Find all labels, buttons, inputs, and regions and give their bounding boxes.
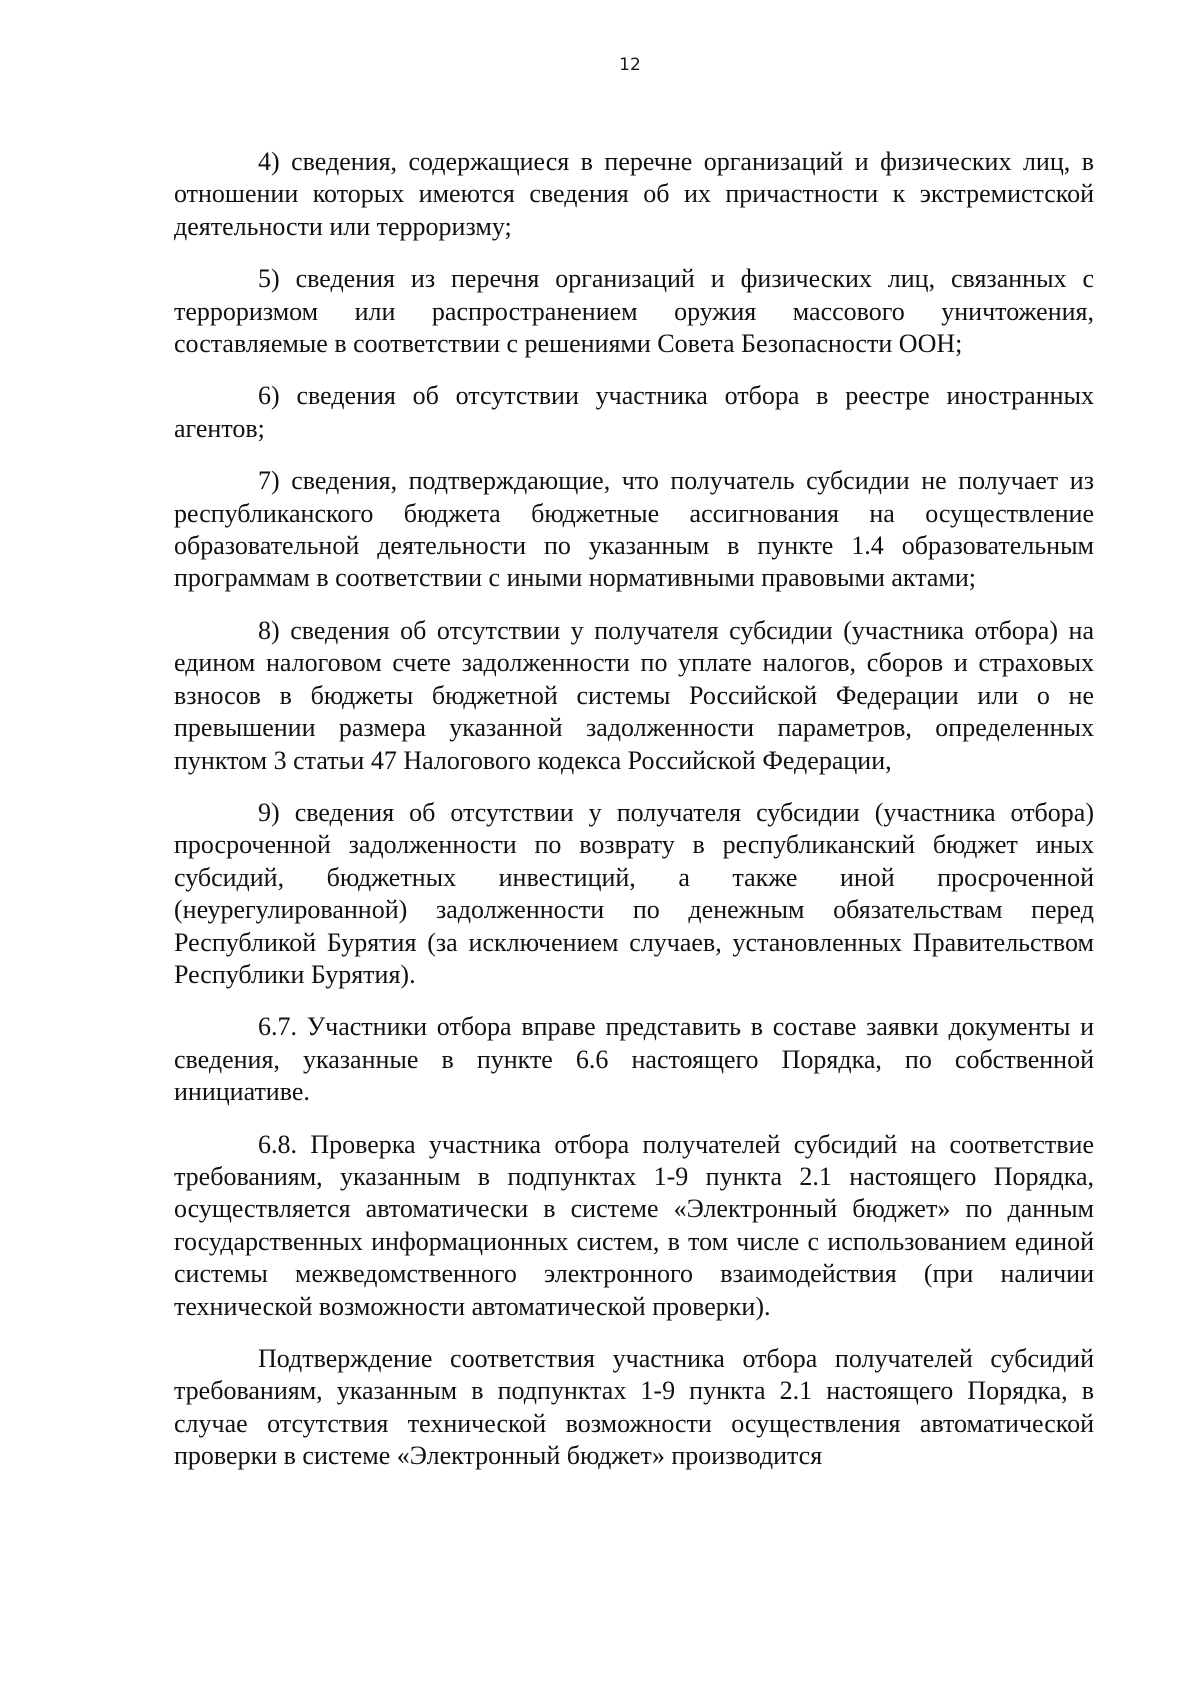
paragraph-item-5: 5) сведения из перечня организаций и физических лиц, связанных с терроризмом или распространением оружия массового уничтожения, составляемые в соответствии с решениями Совета Безопасности ООН; [174, 264, 1094, 359]
paragraph-item-9: 9) сведения об отсутствии у получателя субсидии (участника отбора) просроченной задолженности по возврату в республиканский бюджет иных субсидий, бюджетных инвестиций, а также иной просроченной (неурегулированной) задолженности по денежным обязательствам перед Республикой Бурятия (за исключением случаев, установленных Правительством Республики Бурятия). [174, 797, 1094, 989]
paragraph-item-6: 6) сведения об отсутствии участника отбора в реестре иностранных агентов; [174, 381, 1094, 443]
paragraph-6-7: 6.7. Участники отбора вправе представить в составе заявки документы и сведения, указанные в пункте 6.6 настоящего Порядка, по собственной инициативе. [174, 1012, 1094, 1107]
paragraph-item-7: 7) сведения, подтверждающие, что получатель субсидии не получает из республиканского бюджета бюджетные ассигнования на осуществление образовательной деятельности по указанным в пункте 1.4 образовательным программам в соответствии с иными нормативными правовыми актами; [174, 466, 1094, 593]
paragraph-6-8: 6.8. Проверка участника отбора получателей субсидий на соответствие требованиям, указанным в подпунктах 1-9 пункта 2.1 настоящего Порядка, осуществляется автоматически в системе «Электронный бюджет» по данным государственных информационных систем, в том числе с использованием единой системы межведомственного электронного взаимодействия (при наличии технической возможности автоматической проверки). [174, 1129, 1094, 1321]
paragraph-item-8: 8) сведения об отсутствии у получателя субсидии (участника отбора) на едином налоговом счете задолженности по уплате налогов, сборов и страховых взносов в бюджеты бюджетной системы Российской Федерации или о не превышении размера указанной задолженности параметров, определенных пунктом 3 статьи 47 Налогового кодекса Российской Федерации, [174, 615, 1094, 775]
paragraph-item-4: 4) сведения, содержащиеся в перечне организаций и физических лиц, в отношении которых имеются сведения об их причастности к экстремистской деятельности или терроризму; [174, 147, 1094, 241]
document-body [174, 146, 1094, 1493]
page-number: 12 [619, 55, 641, 75]
paragraph-confirmation: Подтверждение соответствия участника отбора получателей субсидий требованиям, указанным в подпунктах 1-9 пункта 2.1 настоящего Порядка, в случае отсутствия технической возможности осуществления автоматической проверки в системе «Электронный бюджет» производится [174, 1344, 1094, 1471]
